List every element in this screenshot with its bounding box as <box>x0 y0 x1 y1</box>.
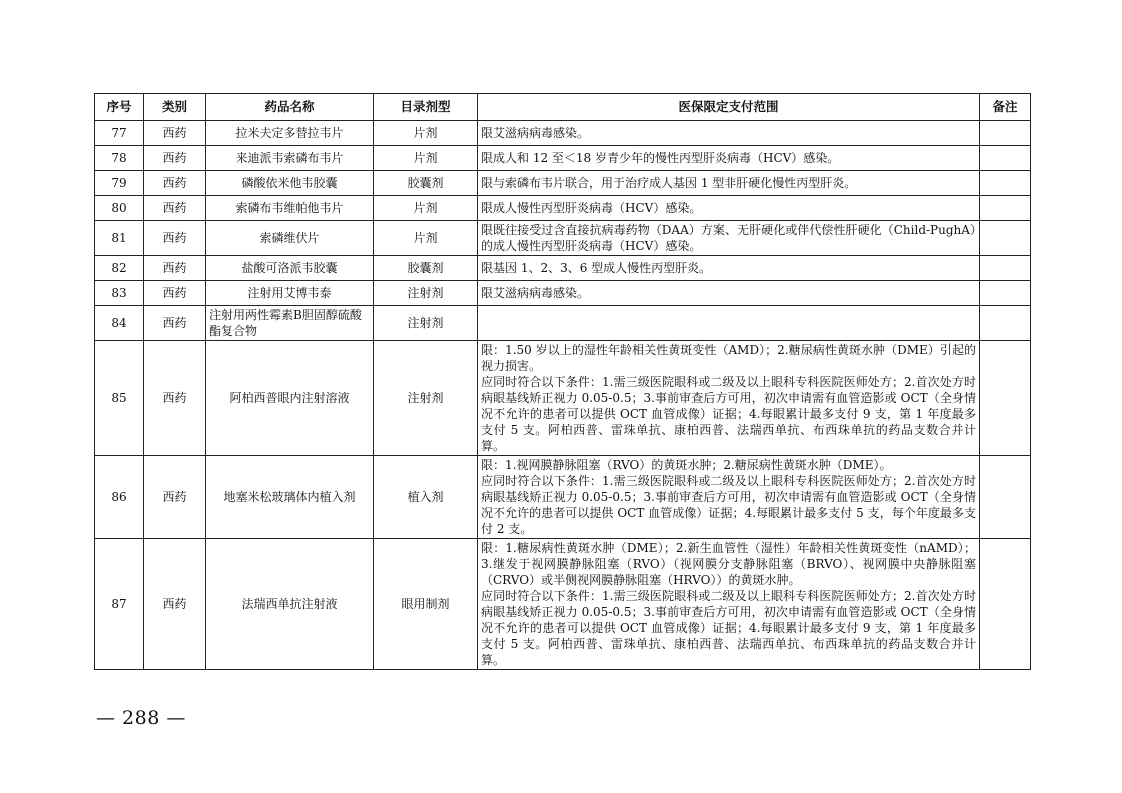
table-row <box>95 121 1031 146</box>
header-scope: 医保限定支付范围 <box>478 94 980 121</box>
cell-name: 来迪派韦索磷布韦片 <box>206 146 374 171</box>
cell-name: 法瑞西单抗注射液 <box>206 539 374 670</box>
cell-no: 86 <box>95 456 144 539</box>
cell-name: 地塞米松玻璃体内植入剂 <box>206 456 374 539</box>
cell-no: 84 <box>95 306 144 341</box>
scope-text: 限：1.糖尿病性黄斑水肿（DME）；2.新生血管性（湿性）年龄相关性黄斑变性（nAMD）；3.继发于视网膜静脉阻塞（RVO）（视网膜分支静脉阻塞（BRVO）、视网膜中央静脉阻塞（CRVO）或半侧视网膜静脉阻塞（HRVO））的黄斑水肿。 <box>481 541 976 587</box>
cell-remark <box>980 456 1031 539</box>
cell-remark <box>980 171 1031 196</box>
cell-remark <box>980 281 1031 306</box>
scope-text: 限：1.50 岁以上的湿性年龄相关性黄斑变性（AMD）；2.糖尿病性黄斑水肿（DME）引起的视力损害。 <box>481 343 976 373</box>
scope-text: 应同时符合以下条件：1.需三级医院眼科或二级及以上眼科专科医院医师处方；2.首次处方时病眼基线矫正视力 0.05-0.5；3.事前审查后方可用，初次申请需有血管造影或 OCT（全身情况不允许的患者可以提供 OCT 血管成像）证据；4.每眼累计最多支付 9 支，第 1 年度最多支付 5 支。阿柏西普、雷珠单抗、康柏西普、法瑞西单抗、布西珠单抗的药品支数合并计算。 <box>481 375 976 453</box>
cell-scope <box>478 341 980 456</box>
cell-scope <box>478 539 980 670</box>
cell-category: 西药 <box>144 256 206 281</box>
table-row <box>95 456 1031 539</box>
cell-name: 拉米夫定多替拉韦片 <box>206 121 374 146</box>
cell-remark <box>980 256 1031 281</box>
cell-category: 西药 <box>144 196 206 221</box>
header-name: 药品名称 <box>206 94 374 121</box>
cell-remark <box>980 221 1031 256</box>
cell-remark <box>980 121 1031 146</box>
cell-dosage-form: 片剂 <box>374 146 478 171</box>
scope-text: 应同时符合以下条件：1.需三级医院眼科或二级及以上眼科专科医院医师处方；2.首次处方时病眼基线矫正视力 0.05-0.5；3.事前审查后方可用，初次申请需有血管造影或 OCT（全身情况不允许的患者可以提供 OCT 血管成像）证据；4.每眼累计最多支付 5 支，每个年度最多支付 2 支。 <box>481 474 976 536</box>
table-row <box>95 146 1031 171</box>
table-row <box>95 539 1031 670</box>
cell-dosage-form: 植入剂 <box>374 456 478 539</box>
scope-text: 应同时符合以下条件：1.需三级医院眼科或二级及以上眼科专科医院医师处方；2.首次处方时病眼基线矫正视力 0.05-0.5；3.事前审查后方可用，初次申请需有血管造影或 OCT（全身情况不允许的患者可以提供 OCT 血管成像）证据；4.每眼累计最多支付 9 支，第 1 年度最多支付 5 支。阿柏西普、雷珠单抗、康柏西普、法瑞西单抗、布西珠单抗的药品支数合并计算。 <box>481 589 976 667</box>
cell-category: 西药 <box>144 341 206 456</box>
cell-no: 77 <box>95 121 144 146</box>
page-number: — 288 — <box>96 707 186 729</box>
cell-dosage-form: 眼用制剂 <box>374 539 478 670</box>
drug-reimbursement-table <box>94 93 1031 670</box>
scope-text: 限基因 1、2、3、6 型成人慢性丙型肝炎。 <box>481 261 712 275</box>
cell-no: 78 <box>95 146 144 171</box>
header-remark: 备注 <box>980 94 1031 121</box>
cell-category: 西药 <box>144 539 206 670</box>
header-dosage-form: 目录剂型 <box>374 94 478 121</box>
cell-dosage-form: 片剂 <box>374 196 478 221</box>
table-row <box>95 306 1031 341</box>
cell-dosage-form: 注射剂 <box>374 281 478 306</box>
cell-no: 79 <box>95 171 144 196</box>
cell-no: 80 <box>95 196 144 221</box>
cell-remark <box>980 539 1031 670</box>
cell-scope <box>478 121 980 146</box>
cell-name: 阿柏西普眼内注射溶液 <box>206 341 374 456</box>
header-category: 类别 <box>144 94 206 121</box>
cell-name: 磷酸依米他韦胶囊 <box>206 171 374 196</box>
cell-name: 索磷布韦维帕他韦片 <box>206 196 374 221</box>
cell-name: 盐酸可洛派韦胶囊 <box>206 256 374 281</box>
cell-scope <box>478 221 980 256</box>
cell-scope <box>478 281 980 306</box>
cell-scope <box>478 256 980 281</box>
cell-no: 81 <box>95 221 144 256</box>
cell-name: 注射用两性霉素B胆固醇硫酸酯复合物 <box>206 306 374 341</box>
cell-dosage-form: 胶囊剂 <box>374 171 478 196</box>
table-row <box>95 281 1031 306</box>
cell-remark <box>980 341 1031 456</box>
table-row <box>95 341 1031 456</box>
cell-category: 西药 <box>144 146 206 171</box>
scope-text: 限艾滋病病毒感染。 <box>481 286 590 300</box>
cell-dosage-form: 注射剂 <box>374 306 478 341</box>
cell-no: 82 <box>95 256 144 281</box>
cell-scope <box>478 306 980 341</box>
cell-category: 西药 <box>144 306 206 341</box>
table-row <box>95 256 1031 281</box>
cell-remark <box>980 196 1031 221</box>
table-row <box>95 171 1031 196</box>
cell-category: 西药 <box>144 121 206 146</box>
cell-remark <box>980 306 1031 341</box>
table-row <box>95 196 1031 221</box>
cell-dosage-form: 注射剂 <box>374 341 478 456</box>
cell-no: 83 <box>95 281 144 306</box>
scope-text: 限与索磷布韦片联合，用于治疗成人基因 1 型非肝硬化慢性丙型肝炎。 <box>481 176 857 190</box>
scope-text: 限：1.视网膜静脉阻塞（RVO）的黄斑水肿；2.糖尿病性黄斑水肿（DME）。 <box>481 458 892 472</box>
cell-scope <box>478 171 980 196</box>
cell-dosage-form: 胶囊剂 <box>374 256 478 281</box>
cell-category: 西药 <box>144 281 206 306</box>
cell-scope <box>478 196 980 221</box>
scope-text: 限艾滋病病毒感染。 <box>481 126 590 140</box>
cell-category: 西药 <box>144 456 206 539</box>
cell-name: 注射用艾博韦泰 <box>206 281 374 306</box>
cell-name: 索磷维伏片 <box>206 221 374 256</box>
header-no: 序号 <box>95 94 144 121</box>
cell-dosage-form: 片剂 <box>374 221 478 256</box>
cell-dosage-form: 片剂 <box>374 121 478 146</box>
cell-scope <box>478 146 980 171</box>
cell-category: 西药 <box>144 221 206 256</box>
cell-remark <box>980 146 1031 171</box>
cell-no: 85 <box>95 341 144 456</box>
cell-no: 87 <box>95 539 144 670</box>
table-row <box>95 221 1031 256</box>
scope-text: 限成人和 12 至＜18 岁青少年的慢性丙型肝炎病毒（HCV）感染。 <box>481 151 840 165</box>
scope-text: 限成人慢性丙型肝炎病毒（HCV）感染。 <box>481 201 702 215</box>
cell-category: 西药 <box>144 171 206 196</box>
scope-text: 限既往接受过含直接抗病毒药物（DAA）方案、无肝硬化或伴代偿性肝硬化（Child-PughA）的成人慢性丙型肝炎病毒（HCV）感染。 <box>481 223 976 253</box>
cell-scope <box>478 456 980 539</box>
table-header-row <box>95 94 1031 121</box>
